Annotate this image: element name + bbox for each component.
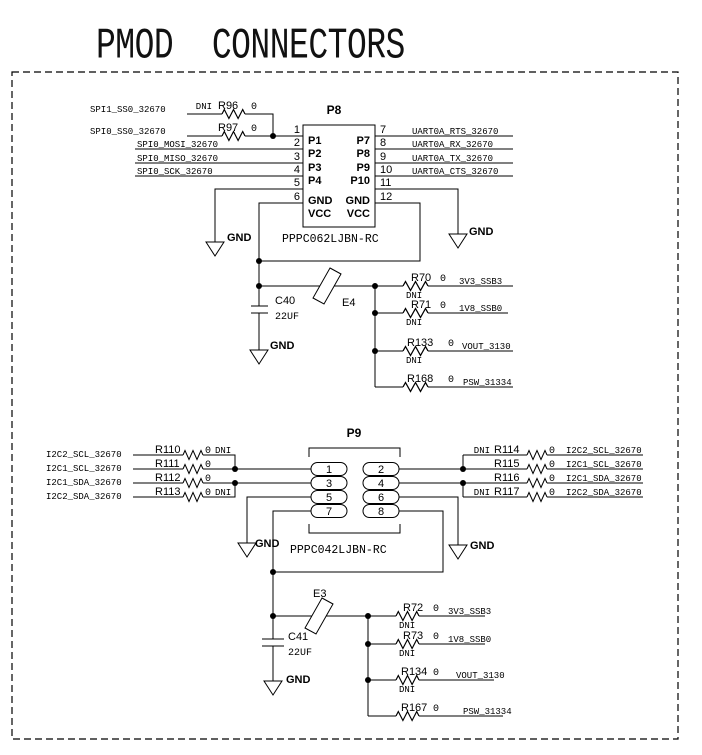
net-label: PSW_31334 xyxy=(463,707,512,717)
net-label: I2C2_SDA_32670 xyxy=(46,492,122,502)
resistor-R112-symbol[interactable] xyxy=(183,479,203,488)
net-label: VOUT_3130 xyxy=(462,342,511,352)
pin-number: 2 xyxy=(293,137,300,149)
pin-label: VCC xyxy=(346,208,370,220)
gnd-label: GND xyxy=(270,340,295,352)
refdes-label: R70 xyxy=(411,272,432,284)
net-label: PSW_31334 xyxy=(463,378,512,388)
refdes-label: R110 xyxy=(155,444,181,456)
dni-label: DNI xyxy=(406,291,423,301)
resistor-R117-symbol[interactable] xyxy=(527,493,547,502)
refdes-label: R72 xyxy=(403,602,424,614)
net-label: SPI0_MISO_32670 xyxy=(137,154,219,164)
pin-number: 2 xyxy=(377,464,385,476)
value-label: 0 xyxy=(549,474,556,485)
p8-part-number: PPPC062LJBN-RC xyxy=(282,233,379,246)
gnd-symbol[interactable] xyxy=(264,681,282,695)
refdes-label: R113 xyxy=(155,486,181,498)
net-label: UART0A_RX_32670 xyxy=(412,140,494,150)
pin-label: GND xyxy=(308,195,333,207)
pin-label: P2 xyxy=(308,148,322,160)
value-label: 0 xyxy=(433,668,440,679)
dni-label: DNI xyxy=(195,102,212,112)
dni-label: DNI xyxy=(399,649,416,659)
refdes-label: R115 xyxy=(494,458,520,470)
pin-number: 7 xyxy=(325,506,333,518)
value-label: 0 xyxy=(251,102,258,113)
value-label: 0 xyxy=(205,446,212,457)
p9-refdes: P9 xyxy=(346,426,362,440)
resistor-R114-symbol[interactable] xyxy=(527,451,547,460)
value-label: 0 xyxy=(549,488,556,499)
net-label: I2C1_SDA_32670 xyxy=(46,478,122,488)
pin-label: GND xyxy=(345,195,370,207)
value-label: 0 xyxy=(549,460,556,471)
gnd-symbol[interactable] xyxy=(449,545,467,559)
refdes-label: R114 xyxy=(494,444,520,456)
refdes-label: R97 xyxy=(218,122,239,134)
pin-label: P4 xyxy=(308,175,322,187)
value-label: 0 xyxy=(433,704,440,715)
pin-number: 10 xyxy=(380,164,393,176)
resistor-R116-symbol[interactable] xyxy=(527,479,547,488)
pin-label: P1 xyxy=(308,135,322,147)
value-label: 0 xyxy=(448,339,455,350)
net-label: UART0A_RTS_32670 xyxy=(412,127,499,137)
gnd-label: GND xyxy=(255,538,280,550)
refdes-label: R111 xyxy=(155,458,180,470)
gnd-label: GND xyxy=(286,674,311,686)
pin-number: 5 xyxy=(325,492,333,504)
value-label: 22UF xyxy=(288,648,313,659)
junction-dots-p9 xyxy=(232,466,466,683)
pin-number: 11 xyxy=(380,177,392,189)
value-label: 0 xyxy=(433,632,440,643)
refdes-label: R117 xyxy=(494,486,520,498)
value-label: 0 xyxy=(205,488,212,499)
gnd-symbol[interactable] xyxy=(449,234,467,248)
pin-number: 1 xyxy=(293,124,300,136)
pin-number: 1 xyxy=(325,464,333,476)
refdes-label: R71 xyxy=(411,299,432,311)
page-title: PMOD CONNECTORS xyxy=(96,22,405,71)
gnd-symbol[interactable] xyxy=(206,242,224,256)
pin-label: P8 xyxy=(356,148,370,160)
net-label: 1V8_SSB0 xyxy=(448,635,492,645)
resistor-R113-symbol[interactable] xyxy=(183,493,203,502)
dni-label: DNI xyxy=(399,621,416,631)
value-label: 0 xyxy=(205,460,212,471)
gnd-label: GND xyxy=(227,232,252,244)
net-label: SPI0_SS0_32670 xyxy=(90,127,166,137)
gnd-label: GND xyxy=(470,540,495,552)
pin-label: P10 xyxy=(350,175,370,187)
value-label: 0 xyxy=(433,604,440,615)
pin-number: 12 xyxy=(380,191,393,203)
refdes-label: R133 xyxy=(407,337,434,349)
pin-number: 5 xyxy=(293,177,300,189)
value-label: 0 xyxy=(549,446,556,457)
dni-label: DNI xyxy=(406,318,423,328)
resistor-R115-symbol[interactable] xyxy=(527,465,547,474)
net-label: SPI1_SS0_32670 xyxy=(90,105,166,115)
dni-label: DNI xyxy=(406,356,423,366)
net-label: UART0A_CTS_32670 xyxy=(412,167,499,177)
resistor-R110-symbol[interactable] xyxy=(183,451,203,460)
pin-label: P7 xyxy=(356,135,370,147)
net-label: 3V3_SSB3 xyxy=(459,277,503,287)
net-label: SPI0_MOSI_32670 xyxy=(137,140,219,150)
net-label: 1V8_SSB0 xyxy=(459,304,503,314)
net-label: I2C2_SCL_32670 xyxy=(46,450,122,460)
value-label: 22UF xyxy=(275,312,300,323)
value-label: 0 xyxy=(205,474,212,485)
value-label: 0 xyxy=(440,301,447,312)
dni-label: DNI xyxy=(215,488,232,498)
p9-part-number: PPPC042LJBN-RC xyxy=(290,544,387,557)
refdes-label: R116 xyxy=(494,472,520,484)
net-label: VOUT_3130 xyxy=(456,671,505,681)
pin-number: 9 xyxy=(380,151,387,163)
net-label: UART0A_TX_32670 xyxy=(412,154,494,164)
dni-label: DNI xyxy=(473,488,490,498)
net-label: I2C1_SDA_32670 xyxy=(566,474,642,484)
value-label: 0 xyxy=(448,375,455,386)
pin-number: 8 xyxy=(377,506,385,518)
refdes-label: E4 xyxy=(342,297,356,309)
value-label: 0 xyxy=(251,124,258,135)
refdes-label: R96 xyxy=(218,100,239,112)
gnd-symbol[interactable] xyxy=(250,350,268,364)
pin-label: VCC xyxy=(308,208,332,220)
net-label: SPI0_SCK_32670 xyxy=(137,167,213,177)
pin-number: 6 xyxy=(293,191,300,203)
pin-label: P9 xyxy=(356,162,370,174)
gnd-symbol[interactable] xyxy=(238,543,256,557)
pin-label: P3 xyxy=(308,162,322,174)
net-label: I2C1_SCL_32670 xyxy=(566,460,642,470)
refdes-label: R134 xyxy=(401,666,428,678)
p8-section xyxy=(90,100,513,392)
pin-number: 3 xyxy=(325,478,333,490)
dni-label: DNI xyxy=(215,446,232,456)
value-label: 0 xyxy=(440,274,447,285)
net-label: 3V3_SSB3 xyxy=(448,607,492,617)
refdes-label: R112 xyxy=(155,472,181,484)
p8-refdes: P8 xyxy=(326,103,342,117)
capacitor-C40-symbol[interactable] xyxy=(251,306,268,313)
pin-number: 7 xyxy=(380,124,387,136)
refdes-label: R168 xyxy=(407,373,434,385)
net-label: I2C2_SCL_32670 xyxy=(566,446,642,456)
p9-section xyxy=(46,426,643,721)
dni-label: DNI xyxy=(399,685,416,695)
pin-number: 4 xyxy=(293,164,300,176)
refdes-label: R73 xyxy=(403,630,424,642)
net-label: I2C2_SDA_32670 xyxy=(566,488,642,498)
pin-number: 8 xyxy=(380,137,387,149)
pin-number: 6 xyxy=(377,492,385,504)
dni-label: DNI xyxy=(473,446,490,456)
pin-number: 4 xyxy=(377,478,385,490)
refdes-label: C40 xyxy=(275,295,296,307)
p9-connector-pins xyxy=(311,463,399,518)
resistor-R111-symbol[interactable] xyxy=(183,465,203,474)
net-label: I2C1_SCL_32670 xyxy=(46,464,122,474)
pin-number: 3 xyxy=(293,151,300,163)
refdes-label: C41 xyxy=(288,631,309,643)
refdes-label: R167 xyxy=(401,702,428,714)
capacitor-C41-symbol[interactable] xyxy=(262,639,284,646)
refdes-label: E3 xyxy=(313,588,327,600)
gnd-label: GND xyxy=(469,226,494,238)
